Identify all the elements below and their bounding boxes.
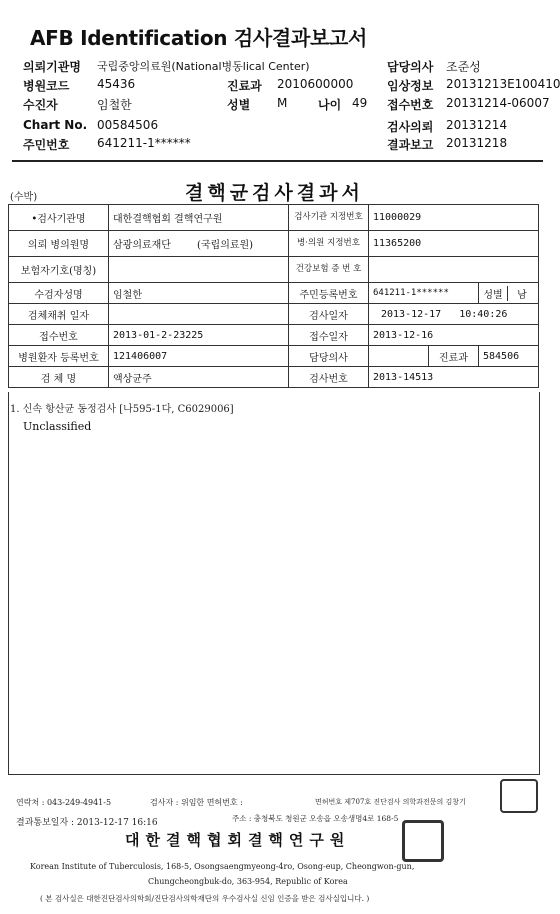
value-sex: M: [277, 96, 288, 110]
value-chart-no: 00584506: [97, 118, 159, 132]
form-exam-no-value: 2013-14513: [369, 367, 539, 388]
form-insure-label: 보험자기호(명칭): [9, 257, 109, 283]
footer-license: 면허번호 제707호 진단검사 의학과전문의 김창기: [315, 798, 466, 806]
form-collect-label: 검체채취 일자: [9, 304, 109, 325]
form-rrn-label: 주민등록번호: [289, 283, 369, 304]
form-insure-value: [109, 257, 289, 283]
form-reg-label: 병원환자 등록번호: [9, 346, 109, 367]
value-dept: 2010600000: [277, 77, 354, 91]
label-agency: 의뢰기관명: [23, 60, 81, 74]
form-collect-value: [109, 304, 289, 325]
form-sex-label: 성별: [479, 286, 508, 301]
label-clinical: 임상정보: [387, 79, 434, 93]
form-agency-code-label: 검사기관 지정번호: [289, 205, 369, 231]
form-exam-no-label: 검사번호: [289, 367, 369, 388]
value-doctor: 조준성: [446, 60, 481, 74]
value-patient: 임철한: [97, 98, 132, 112]
footer-org-kr: 대한결핵협회결핵연구원: [125, 831, 351, 849]
form-receipt-label: 접수번호: [9, 325, 109, 346]
form-req-cell: [109, 231, 289, 257]
form-agency-code-value: 11000029: [369, 205, 539, 231]
form-dept-label: 진료과: [429, 346, 479, 367]
official-seal: [402, 820, 444, 862]
form-exam-date-cell: [369, 304, 539, 325]
form-sex-cell: [479, 283, 539, 304]
value-rrn: 641211-1******: [97, 136, 191, 150]
label-age: 나이: [318, 98, 342, 112]
form-req-note: (국립의료원): [196, 240, 254, 251]
footer-report-date: 결과통보일자 : 2013-12-17 16:16: [16, 818, 158, 828]
label-report-date: 결과보고: [387, 138, 434, 152]
label-patient: 수진자: [23, 98, 58, 112]
form-rrn-value: 641211-1******: [369, 283, 479, 304]
value-clinical: 20131213E100410: [446, 77, 560, 91]
form-specimen-label: 검 체 명: [9, 367, 109, 388]
form-exam-date-value: 2013-12-17: [381, 308, 442, 320]
label-chart-no: Chart No.: [23, 118, 88, 132]
label-dept: 진료과: [227, 79, 262, 93]
form-patient-label: 수검자성명: [9, 283, 109, 304]
form-doctor-value: [369, 346, 429, 367]
form-req-label: 의뢰 병의원명: [9, 231, 109, 257]
value-report-date: 20131218: [446, 136, 508, 150]
result-line: 1. 신속 항산균 동정검사 [나595-1다, C6029006]: [10, 404, 234, 415]
value-hospital-code: 45436: [97, 77, 136, 91]
form-req-value: 삼광의료재단: [113, 240, 171, 251]
footer-cert: ( 본 검사실은 대한진단검사의학회/진단검사의학재단의 우수검사실 신임 인증을 받은 검사실입니다. ): [40, 894, 370, 903]
footer-org-en-2: Chungcheongbuk-do, 363-954, Republic of Korea: [148, 877, 348, 886]
result-value: Unclassified: [23, 420, 92, 433]
header-divider: [12, 160, 543, 162]
form-agency-value: 대한결핵협회 결핵연구원: [109, 205, 289, 231]
form-agency-label: •검사기관명: [9, 205, 109, 231]
footer-org-en-1: Korean Institute of Tuberculosis, 168-5, Osongsaengmyeong-4ro, Osong-eup, Cheongwon-gun,: [30, 862, 415, 871]
label-sex: 성별: [227, 98, 251, 112]
report-title: AFB Identification 검사결과보고서: [30, 26, 368, 50]
form-health-label: 건강보험 증 번 호: [289, 257, 369, 283]
form-specimen-value: 액상균주: [109, 367, 289, 388]
label-hospital-code: 병원코드: [23, 79, 70, 93]
footer-address: 주소 : 충청북도 청원군 오송읍 오송생명4로 168-5: [232, 814, 399, 823]
form-req-code-label: 병·의원 지정번호: [289, 231, 369, 257]
label-request-date: 검사의뢰: [387, 120, 434, 134]
footer-tester: 검사자 : 위임한 면허번호 :: [150, 798, 243, 807]
label-rrn: 주민번호: [23, 138, 70, 152]
form-dept-value: 584506: [479, 346, 539, 367]
form-patient-value: 임철한: [109, 283, 289, 304]
form-receipt-date-value: 2013-12-16: [369, 325, 539, 346]
value-request-date: 20131214: [446, 118, 508, 132]
doc-title: 결핵균검사결과서: [185, 182, 364, 204]
form-reg-value: 121406007: [109, 346, 289, 367]
form-sex-value: 남: [517, 289, 527, 301]
form-exam-date-label: 검사일자: [289, 304, 369, 325]
value-receipt: 20131214-06007: [446, 96, 550, 110]
label-receipt: 접수번호: [387, 98, 434, 112]
value-age: 49: [352, 96, 368, 110]
footer-phone: 연락처 : 043-249-4941-5: [16, 798, 112, 807]
doc-category: (수박): [10, 192, 38, 203]
form-req-code-value: 11365200: [369, 231, 539, 257]
form-doctor-label: 담당의사: [289, 346, 369, 367]
result-area: [8, 392, 540, 775]
value-agency: 국립중앙의료원(National병동lical Center): [97, 60, 310, 73]
label-doctor: 담당의사: [387, 60, 434, 74]
form-health-value: [369, 257, 539, 283]
form-receipt-value: 2013-01-2-23225: [109, 325, 289, 346]
form-exam-time-value: 10:40:26: [459, 308, 508, 320]
form-receipt-date-label: 접수일자: [289, 325, 369, 346]
round-seal: [500, 779, 538, 813]
result-form-table: [8, 204, 539, 388]
